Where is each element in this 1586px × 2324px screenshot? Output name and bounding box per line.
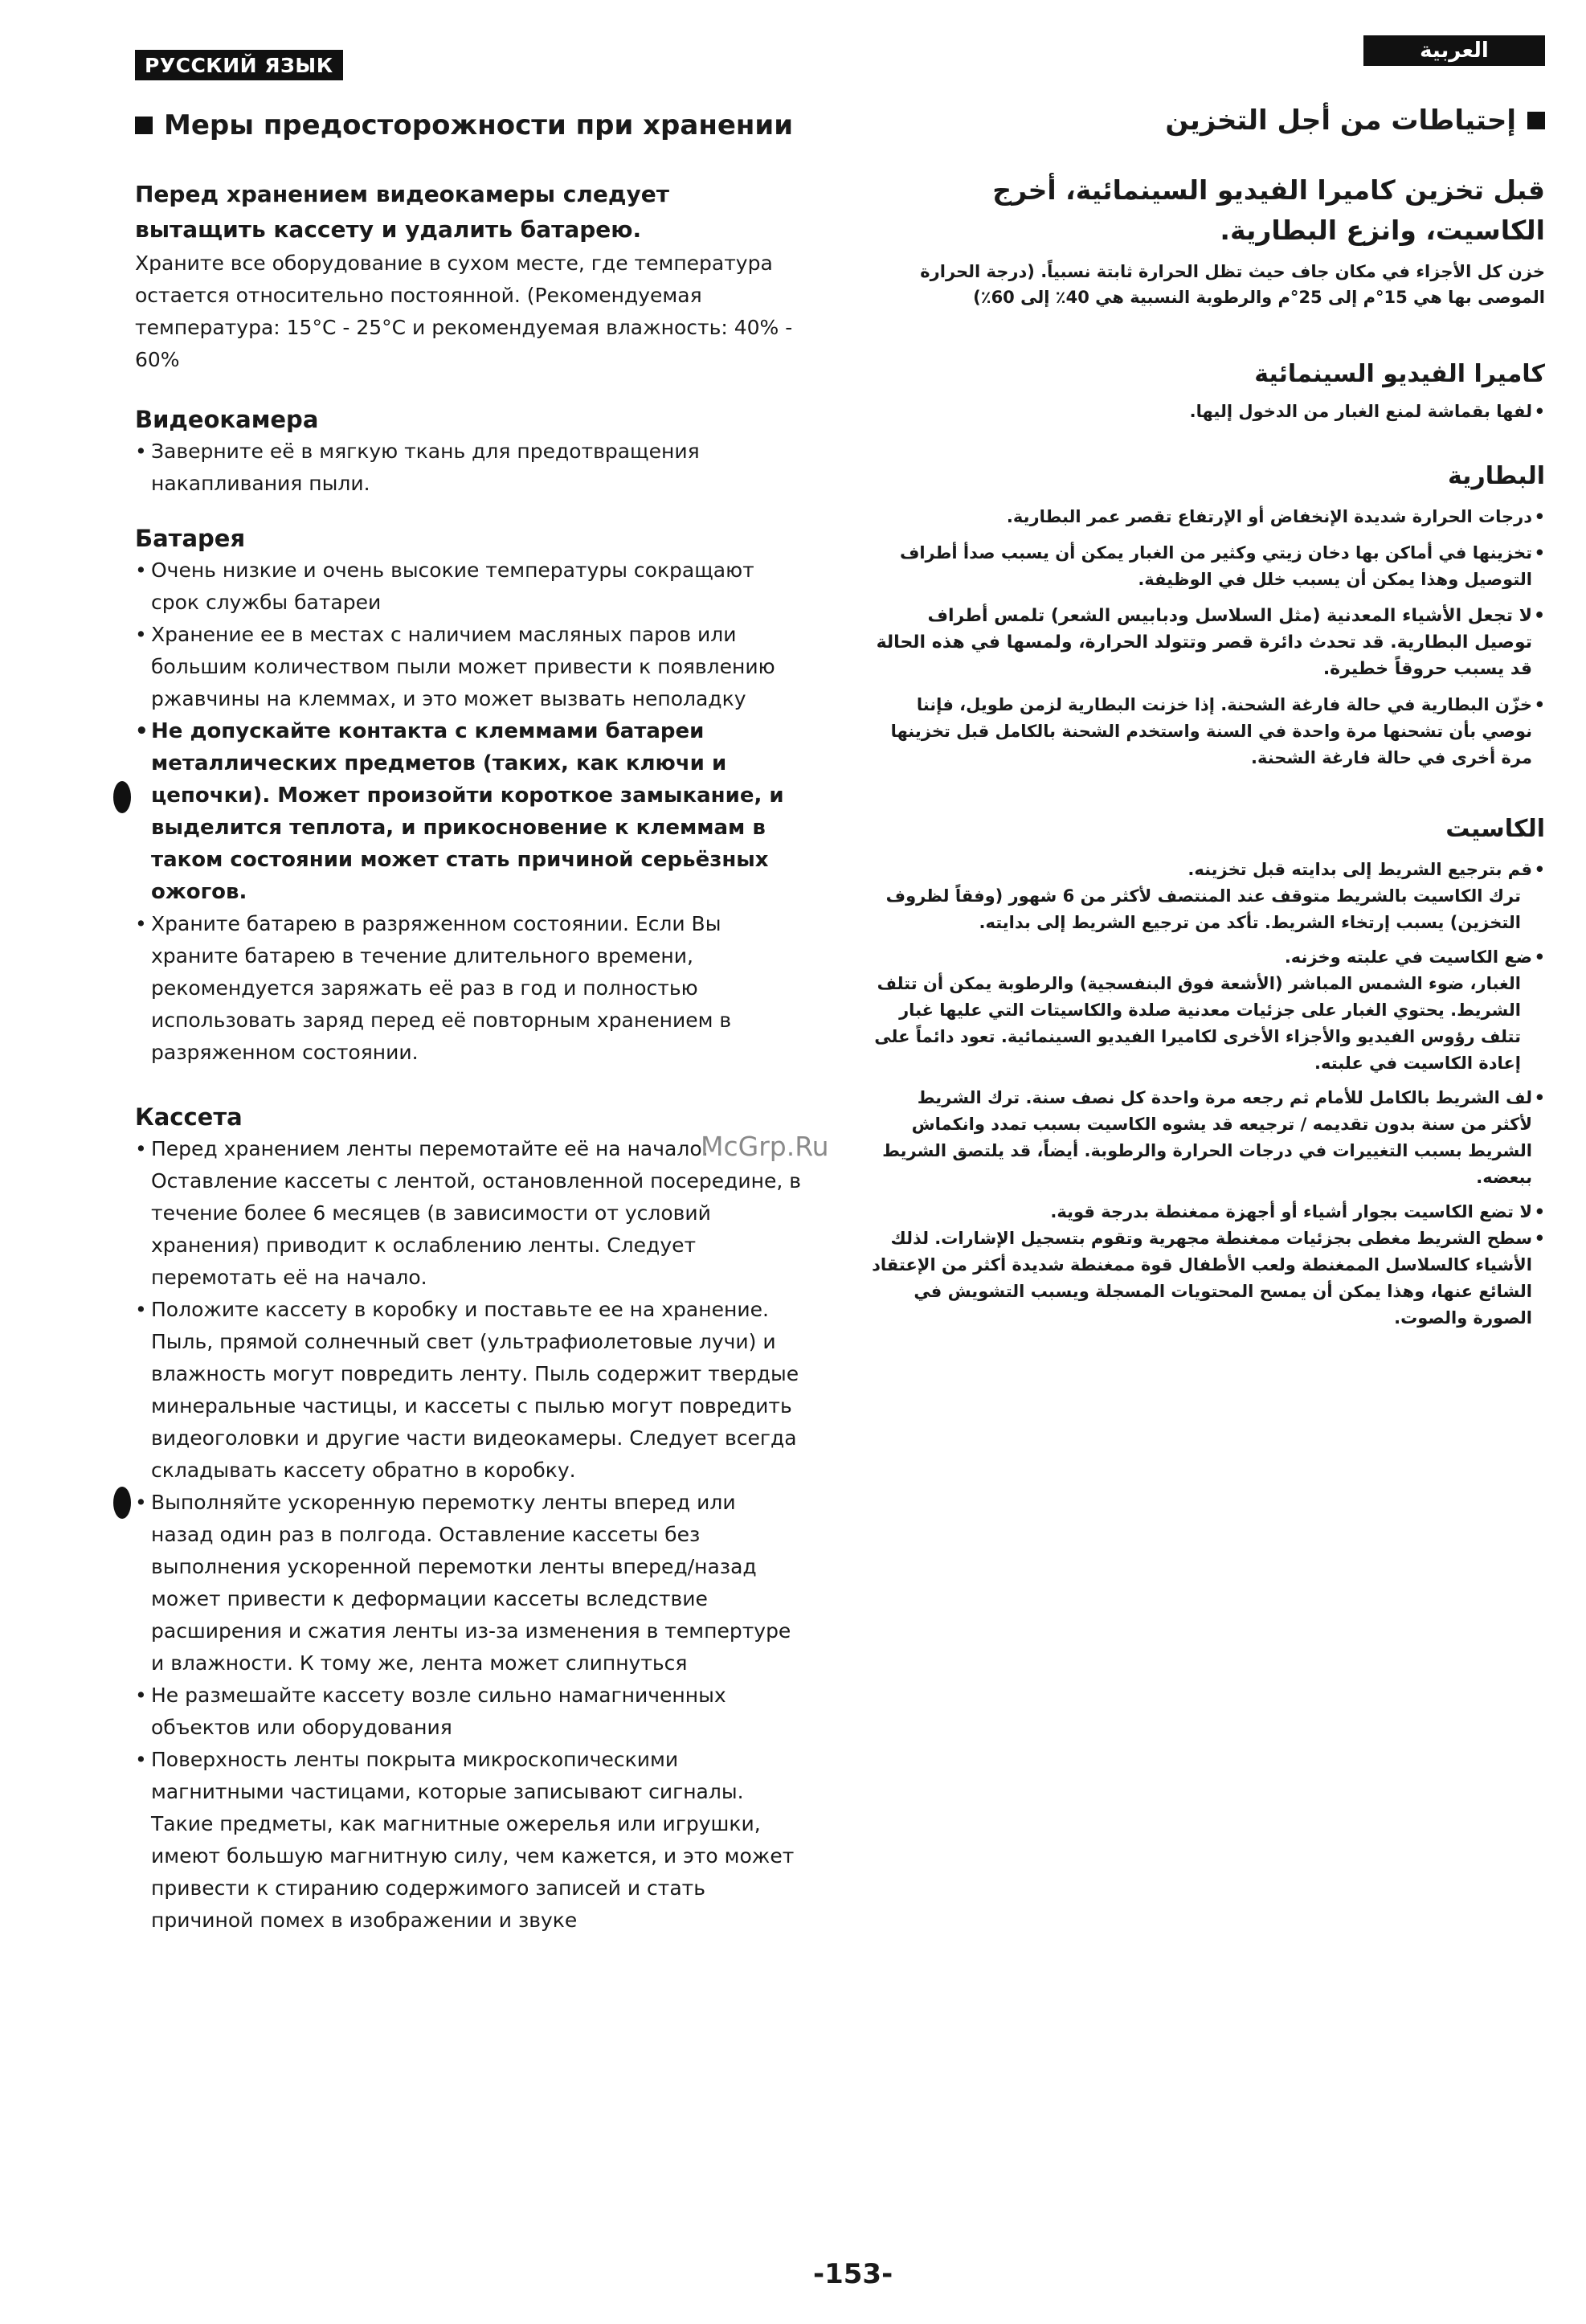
list-item: • Очень низкие и очень высокие температуры сокращают срок службы батареи	[135, 554, 802, 619]
list-item: • درجات الحرارة شديدة الإنخفاض أو الإرتفاع تقصر عمر البطارية.	[872, 504, 1545, 530]
section-title	[135, 109, 802, 141]
watermark: McGrp.Ru	[701, 1131, 829, 1162]
page-number: -153-	[813, 2258, 893, 2290]
margin-mark	[113, 781, 131, 813]
square-bullet-icon	[135, 117, 153, 134]
lead-paragraph-arabic: قبل تخزين كاميرا الفيديو السينمائية، أخرج الكاسيت، وانزع البطارية.	[992, 174, 1545, 246]
list-item: • تخزينها في أماكن بها دخان زيتي وكثير من الغبار يمكن أن يسبب صدأ أطراف التوصيل وهذا يمكن أن يسبب خلل في الوظيفة.	[872, 540, 1545, 593]
list-item: • Поверхность ленты покрыта микроскопическими магнитными частицами, которые записывают сигналы. Такие предметы, как магнитные ожерелья или игрушки, имеют большую магнитную силу, чем кажется, и это может привести к стиранию содержимого записей и стать причиной помех в изображении и звуке	[135, 1744, 802, 1937]
russian-column	[135, 50, 802, 1937]
list-item: • Перед хранением ленты перемотайте её на начало. Оставление кассеты с лентой, остановленной посередине, в течение более 6 месяцев (в зависимости от условий хранения) приводит к ослаблению ленты. Следует перемотать её на начало.	[135, 1133, 802, 1294]
subsection-heading: البطارية	[1447, 462, 1545, 490]
subsection-heading: Батарея	[135, 525, 246, 552]
intro-paragraph: Храните все оборудование в сухом месте, где температура остается относительно постоянной. (Рекомендуемая температура: 15°C - 25°C и рекомендуемая влажность: 40% - 60%	[135, 252, 793, 371]
subsection-cassette	[135, 1101, 802, 1937]
list-item-warning: • Не допускайте контакта с клеммами батареи металлических предметов (таких, как ключи и цепочки). Может произойти короткое замыкание, и выделится теплота, и прикосновение к клеммам в таком состоянии может стать причиной серьёзных ожогов.	[135, 715, 802, 908]
list-item: • Не размешайте кассету возле сильно намагниченных объектов или оборудования	[135, 1680, 802, 1744]
subsection-heading: كاميرا الفيديو السينمائية	[1254, 360, 1545, 388]
list-item: • ضع الكاسيت في علبته وخزنه.	[872, 944, 1545, 971]
subsection-battery	[135, 522, 802, 1069]
subsection-heading: Видеокамера	[135, 406, 319, 433]
section-title-text: إحتياطات من أجل التخزين	[1165, 104, 1516, 137]
subsection-battery-arabic	[872, 459, 1545, 771]
arabic-column	[872, 35, 1545, 1332]
list-item: • لا تضع الكاسيت بجوار أشياء أو أجهزة ممغنطة بدرجة قوية.	[872, 1199, 1545, 1225]
list-item: • لف الشريط بالكامل للأمام ثم رجعه مرة واحدة كل نصف سنة. ترك الشريط لأكثر من سنة بدون تقديمه / ترجيعه قد يشوه الكاسيت بسبب تمدد وانكماش الشريط بسبب التغييرات في درجات الحرارة والرطوبة. أيضاً، قد يلتصق الشريط ببعضه.	[872, 1085, 1545, 1191]
list-item-warning: • لا تجعل الأشياء المعدنية (مثل السلاسل ودبابيس الشعر) تلمس أطراف توصيل البطارية. قد تحدث دائرة قصر وتتولد الحرارة، ولمسها في هذه الحالة قد يسبب حروقاً خطيرة.	[872, 603, 1545, 682]
square-bullet-icon	[1527, 112, 1545, 129]
subsection-heading: الكاسيت	[1445, 815, 1545, 843]
subsection-camcorder	[135, 403, 802, 500]
list-item: • Заверните её в мягкую ткань для предотвращения накапливания пыли.	[135, 436, 802, 500]
margin-mark	[113, 1487, 131, 1519]
subsection-heading: Кассета	[135, 1103, 243, 1131]
lead-paragraph: Перед хранением видеокамеры следует вытащить кассету и удалить батарею.	[135, 181, 669, 243]
list-item: • Хранение ее в местах с наличием масляных паров или большим количеством пыли может привести к появлению ржавчины на клеммах, и это может вызвать неполадку	[135, 619, 802, 715]
intro-paragraph-arabic: خزن كل الأجزاء في مكان جاف حيث تظل الحرارة ثابتة نسبياً. (درجة الحرارة الموصى بها هي 15°م إلى 25°م والرطوبة النسبية هي 40٪ إلى 60٪)	[920, 262, 1545, 307]
subsection-cassette-arabic	[872, 812, 1545, 1332]
list-item-note: الغبار، ضوء الشمس المباشر (الأشعة فوق البنفسجية) والرطوبة يمكن أن تتلف الشريط. يحتوي الغبار على جزئيات معدنية صلدة والكاسيتات التي عليها غبار تتلف رؤوس الفيديو والأجزاء الأخرى لكاميرا الفيديو السينمائية. تعود دائماً على إعادة الكاسيت في علبته.	[874, 974, 1521, 1073]
list-item: • Выполняйте ускоренную перемотку ленты вперед или назад один раз в полгода. Оставление кассеты без выполнения ускоренной перемотки ленты вперед/назад может привести к деформации кассеты вследствие расширения и сжатия ленты из-за изменения в темпертуре и влажности. К тому же, лента может слипнуться	[135, 1487, 802, 1680]
list-item: • سطح الشريط مغطى بجزئيات ممغنطة مجهرية وتقوم بتسجيل الإشارات. لذلك الأشياء كالسلاسل الممغنطة ولعب الأطفال قوة ممغنطة شديدة أكثر من الإعتقاد الشائع عنها، وهذا يمكن أن يمسح المحتويات المسجلة ويسبب التشويش في الصورة والصوت.	[872, 1225, 1545, 1332]
language-tag-russian: РУССКИЙ ЯЗЫК	[135, 50, 343, 80]
list-item-note: Пыль, прямой солнечный свет (ультрафиолетовые лучи) и влажность могут повредить ленту. Пыль содержит твердые минеральные частицы, и кассеты с пылью могут повредить видеоголовки и другие части видеокамеры. Следует всегда складывать кассету обратно в коробку.	[151, 1330, 799, 1482]
list-item: • Положите кассету в коробку и поставьте ее на хранение.	[135, 1294, 802, 1326]
list-item: • Храните батарею в разряженном состоянии. Если Вы храните батарею в течение длительного времени, рекомендуется заряжать её раз в год и полностью использовать заряд перед её повторным хранением в разряженном состоянии.	[135, 908, 802, 1069]
list-item: • قم بترجيع الشريط إلى بدايته قبل تخزينه.	[872, 857, 1545, 883]
list-item: • خزّن البطارية في حالة فارغة الشحنة. إذا خزنت البطارية لزمن طويل، فإننا نوصي بأن تشحنها مرة واحدة في السنة واستخدم الشحنة بالكامل قبل تخزينها مرة أخرى في حالة فارغة الشحنة.	[872, 692, 1545, 771]
list-item: • لفها بقماشة لمنع الغبار من الدخول إليها.	[872, 399, 1545, 425]
section-title-arabic	[872, 104, 1545, 137]
subsection-camcorder-arabic	[872, 357, 1545, 425]
language-tag-arabic: العربية	[1363, 35, 1545, 66]
section-title-text: Меры предосторожности при хранении	[164, 109, 794, 141]
list-item-note: ترك الكاسيت بالشريط متوقف عند المنتصف لأكثر من 6 شهور (وفقاً لظروف التخزين) يسبب إرتخاء الشريط. تأكد من ترجيع الشريط إلى بدايته.	[885, 886, 1521, 932]
